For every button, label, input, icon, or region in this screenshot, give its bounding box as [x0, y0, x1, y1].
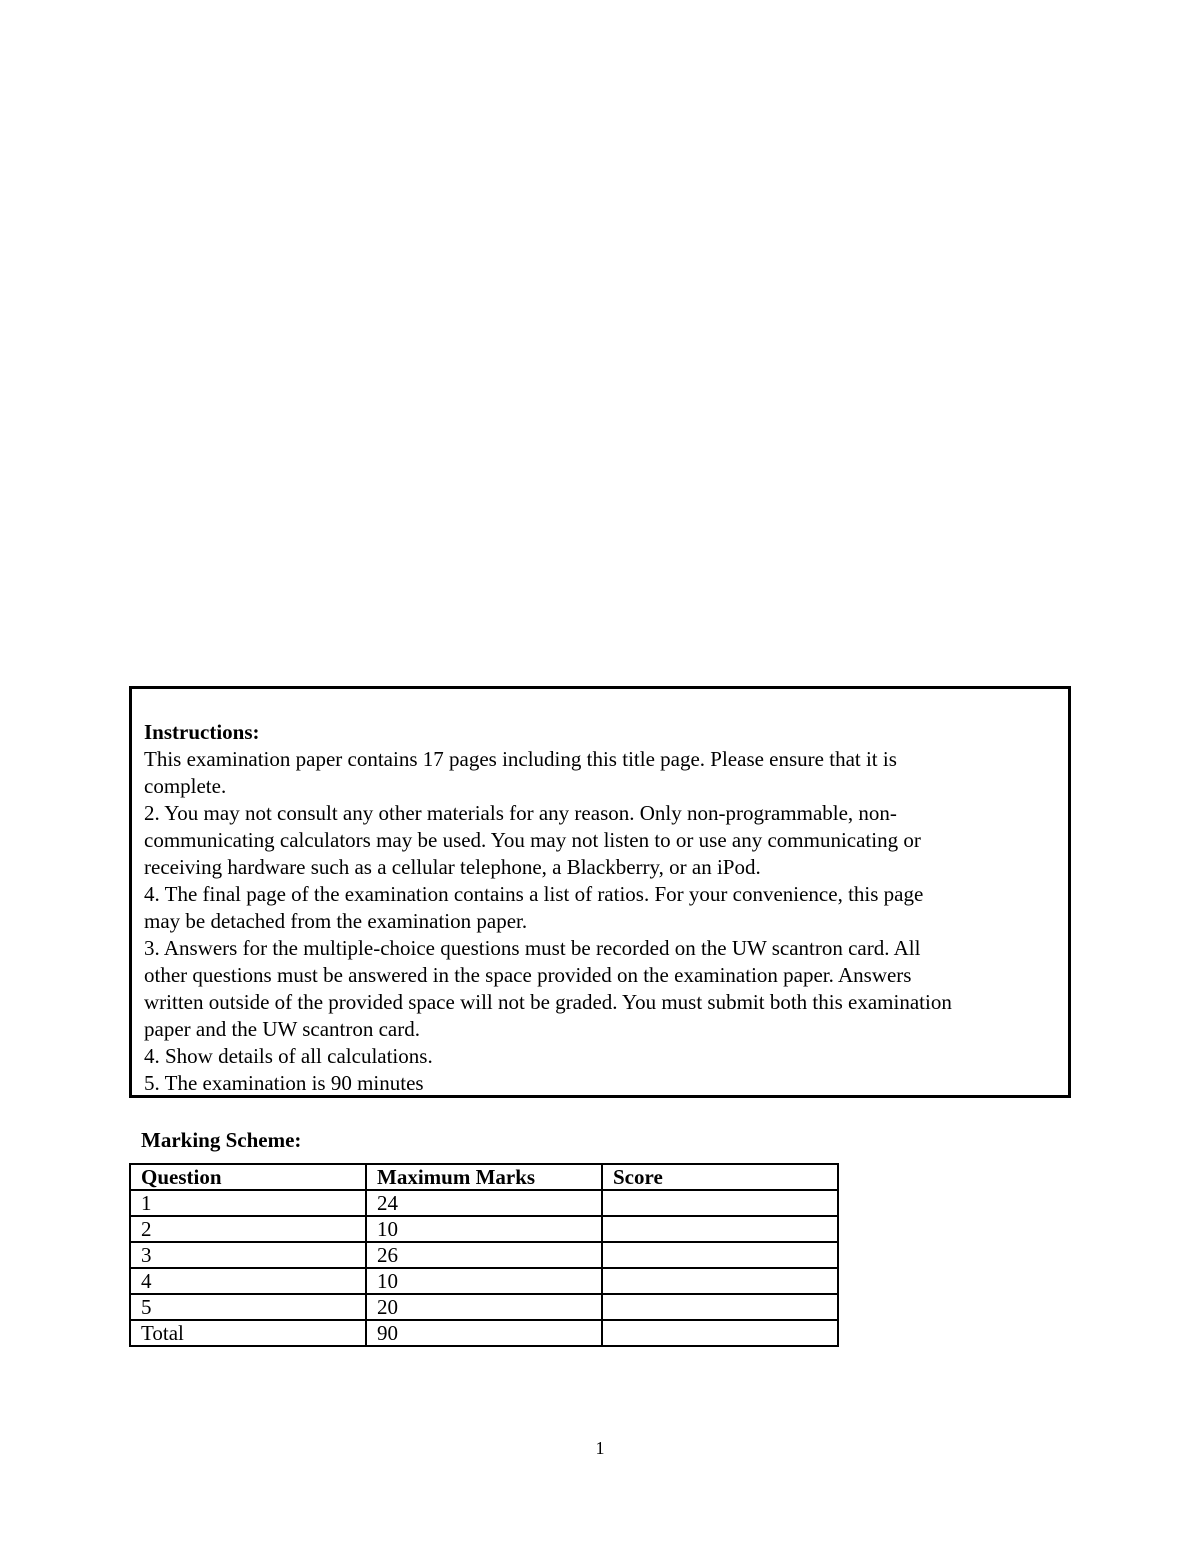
score-cell [602, 1320, 838, 1346]
instruction-line: communicating calculators may be used. You may not listen to or use any communicating or [144, 828, 921, 852]
instruction-line: other questions must be answered in the space provided on the examination paper. Answers [144, 963, 912, 987]
instruction-line: complete. [144, 774, 227, 798]
table-row [130, 1268, 838, 1294]
table-row-total [130, 1320, 838, 1346]
score-cell [602, 1216, 838, 1242]
instruction-line: 4. Show details of all calculations. [144, 1044, 433, 1068]
table-row [130, 1242, 838, 1268]
max-marks-cell: 24 [366, 1190, 602, 1216]
instruction-line: 3. Answers for the multiple-choice questions must be recorded on the UW scantron card. All [144, 936, 921, 960]
table-row [130, 1216, 838, 1242]
question-cell: 2 [130, 1216, 366, 1242]
score-cell [602, 1268, 838, 1294]
instruction-line: receiving hardware such as a cellular telephone, a Blackberry, or an iPod. [144, 855, 761, 879]
score-cell [602, 1294, 838, 1320]
question-cell: 3 [130, 1242, 366, 1268]
question-cell: 5 [130, 1294, 366, 1320]
question-cell: 1 [130, 1190, 366, 1216]
column-header-question: Question [130, 1164, 366, 1190]
max-marks-cell: 10 [366, 1268, 602, 1294]
instructions-heading: Instructions: [144, 720, 260, 744]
instructions-box [129, 686, 1071, 1098]
max-marks-cell: 20 [366, 1294, 602, 1320]
question-cell: 4 [130, 1268, 366, 1294]
table-row [130, 1190, 838, 1216]
table-header-row [130, 1164, 838, 1190]
score-cell [602, 1190, 838, 1216]
instructions-text [144, 719, 1058, 1097]
table-row [130, 1294, 838, 1320]
max-marks-cell: 90 [366, 1320, 602, 1346]
marking-scheme-heading: Marking Scheme: [141, 1128, 302, 1152]
score-cell [602, 1242, 838, 1268]
max-marks-cell: 26 [366, 1242, 602, 1268]
instruction-line: paper and the UW scantron card. [144, 1017, 420, 1041]
instruction-line: may be detached from the examination paper. [144, 909, 528, 933]
column-header-maximum-marks: Maximum Marks [366, 1164, 602, 1190]
question-cell: Total [130, 1320, 366, 1346]
instruction-line: This examination paper contains 17 pages including this title page. Please ensure that it is [144, 747, 897, 771]
column-header-score: Score [602, 1164, 838, 1190]
instruction-line: 5. The examination is 90 minutes [144, 1071, 424, 1095]
page-number: 1 [595, 1438, 605, 1458]
max-marks-cell: 10 [366, 1216, 602, 1242]
marking-scheme-table [129, 1163, 839, 1347]
instruction-line: written outside of the provided space will not be graded. You must submit both this examination [144, 990, 952, 1014]
instruction-line: 4. The final page of the examination contains a list of ratios. For your convenience, this page [144, 882, 924, 906]
instruction-line: 2. You may not consult any other materials for any reason. Only non-programmable, non- [144, 801, 897, 825]
